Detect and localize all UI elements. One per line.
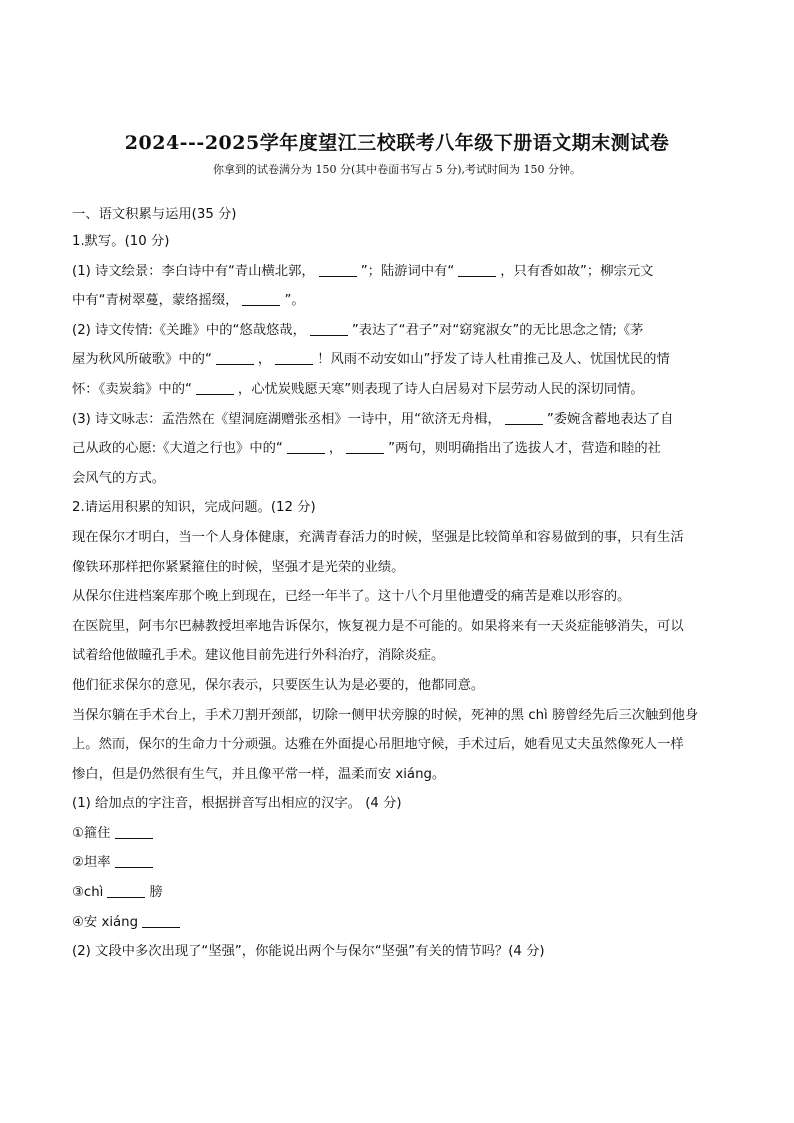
- passage-line: 在医院里，阿韦尔巴赫教授坦率地告诉保尔，恢复视力是不可能的。如果将来有一天炎症能够消失，可以: [72, 618, 684, 634]
- text-segment: ”。: [284, 293, 305, 309]
- answer-blank[interactable]: [346, 439, 384, 454]
- answer-blank[interactable]: [242, 291, 280, 306]
- item-label: ④安 xiáng: [72, 914, 139, 930]
- question-1-line: [72, 405, 722, 435]
- question-1-line: [72, 434, 722, 464]
- passage-line: 他们征求保尔的意见，保尔表示，只要医生认为是必要的，他都同意。: [72, 677, 485, 693]
- section-heading: 一、语文积累与运用(35 分): [72, 207, 237, 222]
- answer-blank[interactable]: [319, 262, 357, 277]
- text-segment: (3) 诗文咏志：孟浩然在《望洞庭湖赠张丞相》一诗中，用“欲济无舟楫，: [72, 411, 501, 427]
- text-segment: ！风雨不动安如山”抒发了诗人杜甫推己及人、忧国忧民的情: [317, 352, 670, 368]
- question-1-title: 1.默写。(10 分): [72, 234, 170, 249]
- exam-content: [72, 203, 722, 967]
- passage-line: 试着给他做瞳孔手术。建议他目前先进行外科治疗，消除炎症。: [72, 648, 445, 664]
- text-segment: (1) 诗文绘景：李白诗中有“青山横北郭，: [72, 263, 315, 279]
- answer-blank[interactable]: [142, 913, 180, 928]
- question-1-line: [72, 257, 722, 287]
- text-segment: 怀：《卖炭翁》中的“: [72, 381, 192, 397]
- text-segment: (2) 诗文传情:《关雎》中的“悠哉悠哉，: [72, 322, 306, 338]
- text-segment: ”；陆游词中有“: [360, 263, 455, 279]
- item-label: ②坦率: [72, 855, 111, 871]
- text-segment: ”两句，则明确指出了选拔人才，营造和睦的社: [388, 441, 661, 457]
- passage-line: 现在保尔才明白，当一个人身体健康，充满青春活力的时候，坚强是比较简单和容易做到的事，只有生活: [72, 529, 684, 545]
- answer-blank[interactable]: [115, 853, 153, 868]
- sub-question-2: (2) 文段中多次出现了“坚强”，你能说出两个与保尔“坚强”有关的情节吗？(4 分): [72, 944, 545, 960]
- sub-question-1: (1) 给加点的字注音，根据拼音写出相应的汉字。 (4 分): [72, 796, 402, 812]
- text-segment: ，: [328, 441, 343, 457]
- answer-blank[interactable]: [216, 350, 254, 365]
- text-segment: ，: [257, 352, 272, 368]
- answer-blank[interactable]: [287, 439, 325, 454]
- pinyin-item: [72, 878, 722, 908]
- pinyin-item: [72, 908, 722, 938]
- question-1-line: [72, 375, 722, 405]
- pinyin-item: [72, 848, 722, 878]
- text-segment: 中有“青树翠蔓，蒙络摇缀，: [72, 293, 239, 309]
- passage-line: 惨白，但是仍然很有生气，并且像平常一样，温柔而安 xiáng。: [72, 766, 446, 782]
- question-1-line: [72, 286, 722, 316]
- item-label: 膀: [149, 885, 163, 901]
- pinyin-item: [72, 819, 722, 849]
- text-segment: ”委婉含蓄地表达了自: [546, 411, 674, 427]
- exam-subtitle: 你拿到的试卷满分为 150 分(其中卷面书写占 5 分),考试时间为 150 分钟。: [212, 163, 582, 176]
- text-segment: ”表达了“君子”对“窈窕淑女”的无比思念之情;《茅: [351, 322, 644, 338]
- answer-blank[interactable]: [107, 883, 145, 898]
- question-2-title: 2.请运用积累的知识，完成问题。(12 分): [72, 500, 316, 516]
- text-segment: ，只有香如故”；柳宗元文: [500, 263, 654, 279]
- answer-blank[interactable]: [115, 824, 153, 839]
- answer-blank[interactable]: [458, 262, 496, 277]
- answer-blank[interactable]: [196, 380, 234, 395]
- answer-blank[interactable]: [505, 410, 543, 425]
- item-label: ③chì: [72, 885, 104, 901]
- text-segment: 己从政的心愿:《大道之行也》中的“: [72, 441, 283, 457]
- passage-line: 从保尔住进档案库那个晚上到现在，已经一年半了。这十八个月里他遭受的痛苦是难以形容的。: [72, 589, 631, 605]
- exam-title: 2024---2025学年度望江三校联考八年级下册语文期末测试卷: [124, 132, 670, 154]
- item-label: ①箍住: [72, 825, 111, 841]
- passage-line: 当保尔躺在手术台上，手术刀割开颈部，切除一侧甲状旁腺的时候，死神的黑 chì 膀曾经先后三次触到他身: [72, 707, 699, 723]
- text-segment: 屋为秋风所破歌》中的“: [72, 352, 212, 368]
- answer-blank[interactable]: [275, 350, 313, 365]
- passage-line: 像铁环那样把你紧紧箍住的时候，坚强才是光荣的业绩。: [72, 559, 405, 575]
- question-1-line: 会风气的方式。: [72, 470, 166, 486]
- question-1-line: [72, 345, 722, 375]
- passage-line: 上。然而，保尔的生命力十分顽强。达雅在外面提心吊胆地守候，手术过后，她看见丈夫虽然像死人一样: [72, 737, 684, 753]
- text-segment: ，心忧炭贱愿天寒”则表现了诗人白居易对下层劳动人民的深切同情。: [237, 381, 644, 397]
- question-1-line: [72, 316, 722, 346]
- answer-blank[interactable]: [310, 321, 348, 336]
